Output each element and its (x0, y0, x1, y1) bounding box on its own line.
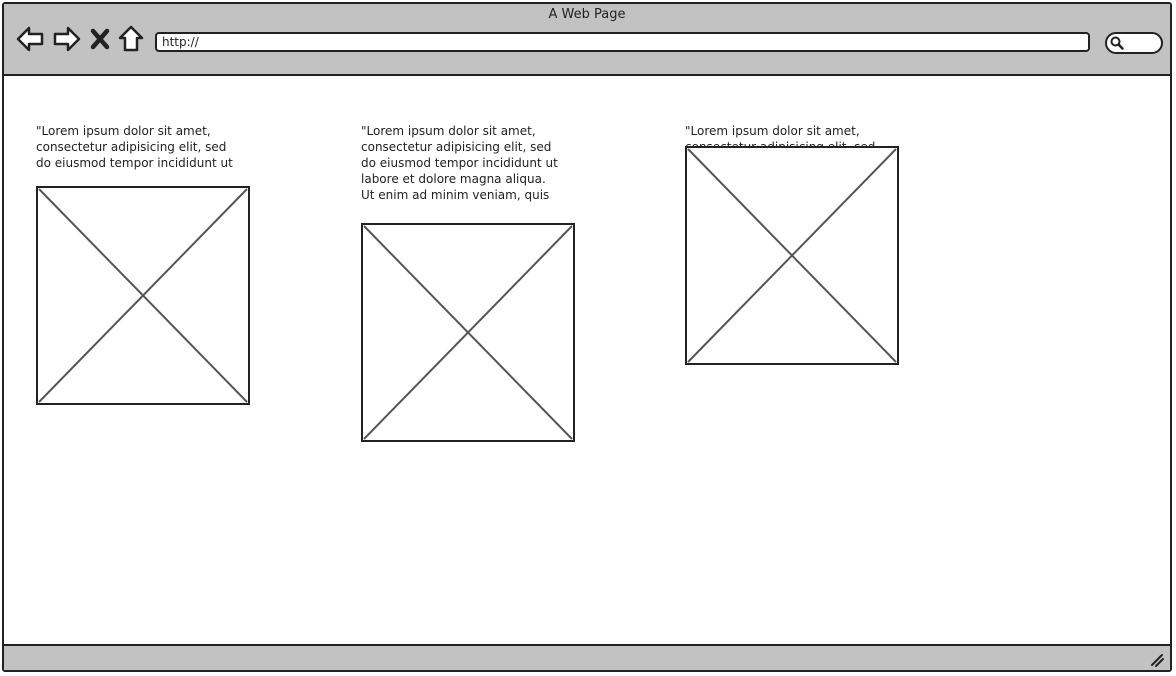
address-bar[interactable] (155, 32, 1090, 52)
home-button[interactable] (117, 24, 145, 54)
image-placeholder (361, 223, 575, 442)
back-button[interactable] (15, 24, 45, 54)
search-icon (1110, 36, 1124, 50)
image-placeholder (36, 186, 250, 405)
arrow-right-icon (52, 24, 82, 54)
forward-button[interactable] (52, 24, 82, 54)
window-title: A Web Page (548, 7, 626, 22)
resize-grip-icon[interactable] (1150, 653, 1164, 667)
page-content (4, 76, 1170, 644)
home-icon (117, 24, 145, 54)
arrow-left-icon (15, 24, 45, 54)
image-placeholder (685, 146, 899, 365)
paragraph-text: "Lorem ipsum dolor sit amet, consectetur adipisicing elit, sed do eiusmod tempor incididunt ut (36, 124, 233, 170)
paragraph-text: "Lorem ipsum dolor sit amet, (685, 124, 860, 138)
close-icon (89, 24, 111, 54)
browser-toolbar (4, 4, 1170, 76)
content-column (361, 123, 575, 203)
browser-window (2, 2, 1172, 672)
content-column (36, 123, 250, 171)
stop-button[interactable] (89, 24, 111, 54)
status-bar (4, 644, 1170, 670)
search-button[interactable] (1105, 32, 1163, 54)
content-column (685, 123, 899, 155)
paragraph-text: "Lorem ipsum dolor sit amet, consectetur adipisicing elit, sed do eiusmod tempor incididunt ut labore et dolore magna aliqua. Ut enim ad minim veniam, quis (361, 124, 558, 202)
